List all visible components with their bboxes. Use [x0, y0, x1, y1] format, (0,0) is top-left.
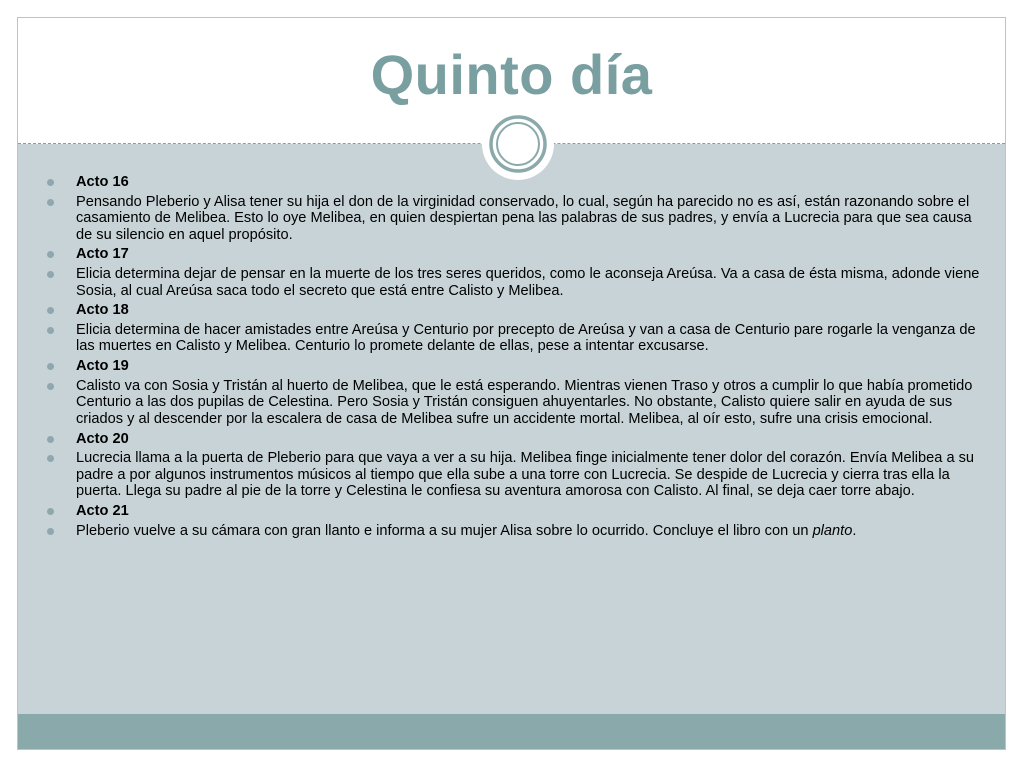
- bullet-icon: [47, 327, 54, 334]
- item-text: Acto 21: [76, 502, 129, 519]
- item-text: Acto 16: [76, 174, 129, 190]
- item-text: Lucrecia llama a la puerta de Pleberio para que vaya a ver a su hija. Melibea finge inicialmente tener dolor del corazón. Envía Melibea a su padre a por algunos instrumentos músicos al tiempo que ella sube a una torre con Lucrecia. Se despide de Lucrecia y cierra tras ella la puerta. Llega su padre al pie de la torre y Celestina le confiesa su aventura amorosa con Calisto. Al final, se deja caer torre abajo.: [76, 450, 975, 500]
- item-text: Acto 19: [76, 358, 129, 375]
- list-item: [18, 246, 1006, 263]
- list-item: [18, 378, 1006, 428]
- list-item: [18, 450, 1006, 500]
- item-text: Calisto va con Sosia y Tristán al huerto de Melibea, que le está esperando. Mientras vienen Traso y otros a cumplir lo que había prometido Centurio a las dos pupilas de Celestina. Pero Sosia y Tristán consiguen ahuyentarles. No obstante, Calisto quiere salir en ayuda de sus criados y al descender por la escalera de casa de Melibea sufre un accidente mortal. Melibea, al oír esto, sufre una crisis emocional.: [76, 377, 973, 427]
- item-text: Pensando Pleberio y Alisa tener su hija el don de la virginidad conservado, lo cual, según ha parecido no es así, están razonando sobre el casamiento de Melibea. Esto lo oye Melibea, en quien despiertan pena las palabras de sus padres, y envía a Lucrecia para que sea causa de su silencio en aquel propósito.: [76, 193, 972, 243]
- item-text-suffix: .: [852, 522, 857, 539]
- list-item: [18, 174, 1006, 191]
- list-item: [18, 266, 1006, 299]
- item-text: Acto 18: [76, 302, 129, 319]
- bullet-icon: [47, 199, 54, 206]
- list-item: [18, 358, 1006, 375]
- bullet-list: [18, 174, 1006, 542]
- list-item: [18, 322, 1006, 355]
- bullet-icon: [47, 179, 54, 186]
- bullet-icon: [47, 455, 54, 462]
- slide: [17, 17, 1006, 750]
- slide-title: Quinto día: [370, 43, 653, 106]
- item-text: [76, 523, 856, 539]
- bullet-icon: [47, 436, 54, 443]
- list-item: [18, 523, 1006, 540]
- list-item: [18, 194, 1006, 244]
- bullet-icon: [47, 508, 54, 515]
- bullet-icon: [47, 307, 54, 314]
- bullet-icon: [47, 251, 54, 258]
- item-text-italic: planto: [812, 522, 853, 539]
- bullet-icon: [47, 383, 54, 390]
- bullet-icon: [47, 528, 54, 535]
- item-text: Acto 17: [76, 246, 129, 263]
- item-text: Elicia determina dejar de pensar en la muerte de los tres seres queridos, como le aconseja Areúsa. Va a casa de ésta misma, adonde viene Sosia, al cual Areúsa saca todo el secreto que está entre Calisto y Melibea.: [76, 266, 980, 299]
- item-text: Elicia determina de hacer amistades entre Areúsa y Centurio por precepto de Areúsa y van a casa de Centurio pare rogarle la venganza de las muertes en Calisto y Melibea. Centurio lo promete delante de ellas, pese a intentar excusarse.: [76, 321, 976, 355]
- list-item: [18, 431, 1006, 448]
- list-item: [18, 302, 1006, 319]
- item-text: Acto 20: [76, 430, 129, 447]
- list-item: [18, 503, 1006, 520]
- bullet-icon: [47, 271, 54, 278]
- footer-band: [18, 714, 1005, 749]
- bullet-icon: [47, 363, 54, 370]
- circle-ornament-icon: [480, 106, 556, 182]
- item-text-main: Pleberio vuelve a su cámara con gran llanto e informa a su mujer Alisa sobre lo ocurrido. Concluye el libro con un: [76, 522, 813, 539]
